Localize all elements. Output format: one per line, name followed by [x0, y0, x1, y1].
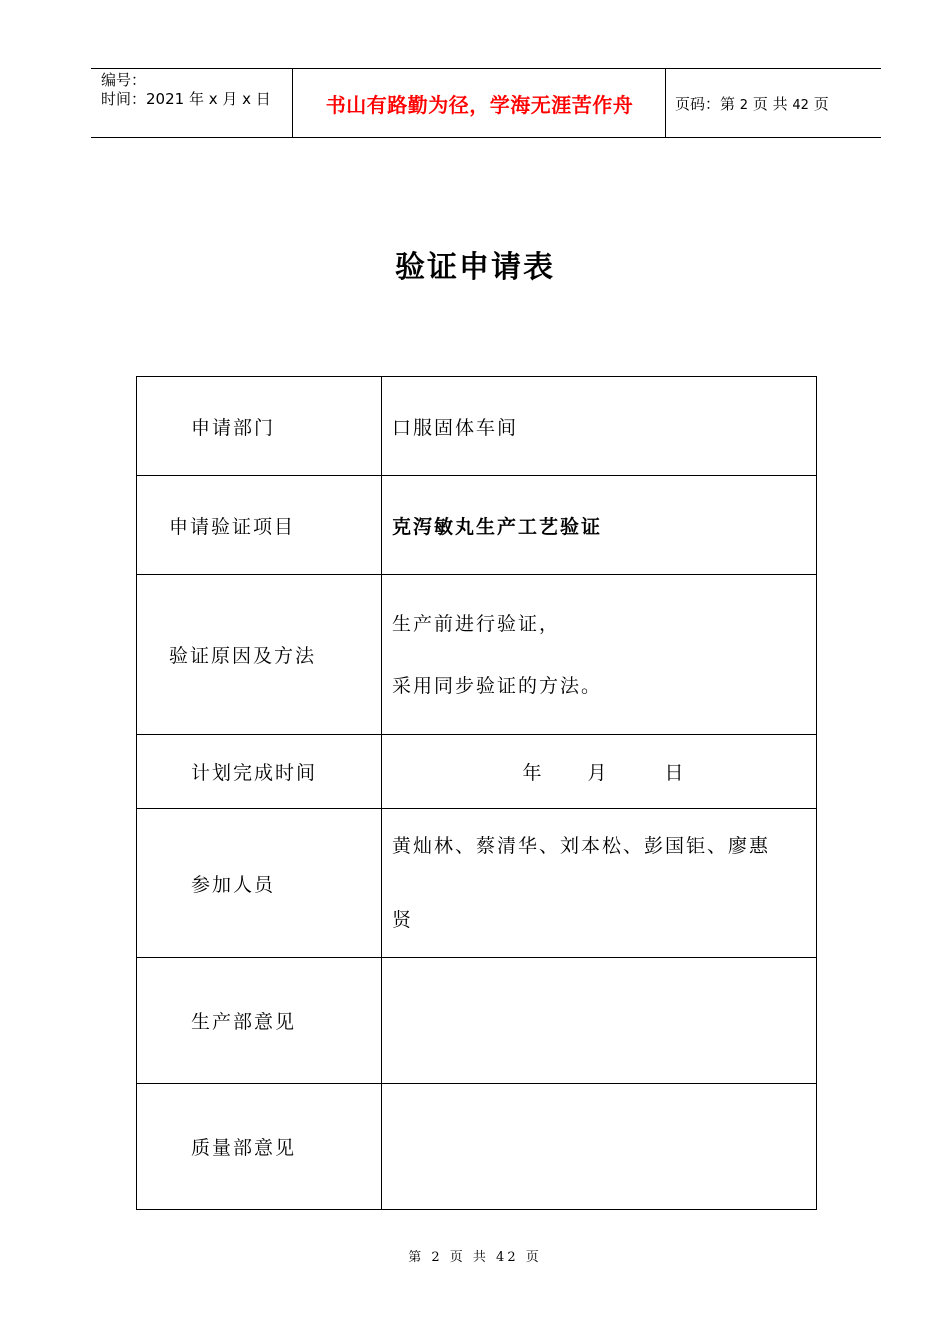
header-divider	[665, 69, 666, 137]
form-label-cell	[137, 809, 382, 958]
date-day: 日	[664, 762, 686, 784]
quality-opinion-label: 质量部意见	[191, 1137, 297, 1159]
header-meta	[101, 71, 271, 109]
form-row-project	[137, 476, 817, 575]
page-current: 2	[739, 98, 749, 113]
reason-label: 验证原因及方法	[169, 645, 317, 667]
participants-label: 参加人员	[191, 873, 276, 896]
page-suffix: 页	[808, 95, 829, 113]
page-prefix: 页码：第	[675, 95, 740, 113]
participants-line: 贤	[392, 909, 414, 931]
header-divider	[292, 69, 293, 137]
document-time: 时间：2021 年 x 月 x 日	[101, 90, 271, 108]
document-title: 验证申请表	[395, 250, 555, 285]
page-header	[91, 68, 881, 138]
participants-line: 黄灿林、蔡清华、刘本松、彭国钜、廖惠	[392, 835, 771, 857]
form-label-cell	[137, 1084, 382, 1210]
production-opinion-value[interactable]	[382, 958, 817, 1084]
planned-date-value	[382, 735, 817, 809]
form-label-cell	[137, 476, 382, 575]
reason-line: 生产前进行验证，	[392, 612, 561, 635]
page-footer: 第 2 页 共 42 页	[408, 1250, 542, 1265]
date-month: 月	[587, 762, 609, 784]
document-number-label: 编号：	[101, 71, 147, 89]
quality-opinion-value[interactable]	[382, 1084, 817, 1210]
form-label-cell	[137, 958, 382, 1084]
page-total: 42	[792, 98, 809, 113]
production-opinion-label: 生产部意见	[191, 1011, 297, 1033]
form-label-cell	[137, 735, 382, 809]
date-year: 年	[522, 762, 544, 784]
project-value: 克泻敏丸生产工艺验证	[382, 476, 817, 575]
form-row-production-opinion	[137, 958, 817, 1084]
participants-value	[382, 809, 817, 958]
validation-application-form	[136, 376, 817, 1210]
form-row-reason	[137, 575, 817, 735]
form-row-planned-date	[137, 735, 817, 809]
planned-date-label: 计划完成时间	[191, 762, 318, 784]
form-label-cell	[137, 377, 382, 476]
project-label: 申请验证项目	[169, 515, 296, 538]
page-mid: 页 共	[748, 95, 793, 113]
header-motto: 书山有路勤为径，学海无涯苦作舟	[325, 92, 634, 117]
department-value: 口服固体车间	[382, 377, 817, 476]
form-row-participants	[137, 809, 817, 958]
reason-line: 采用同步验证的方法。	[392, 674, 603, 697]
form-row-quality-opinion	[137, 1084, 817, 1210]
form-label-cell	[137, 575, 382, 735]
department-label: 申请部门	[191, 416, 276, 439]
reason-value	[382, 575, 817, 735]
header-page-indicator	[675, 93, 829, 114]
form-row-department	[137, 377, 817, 476]
